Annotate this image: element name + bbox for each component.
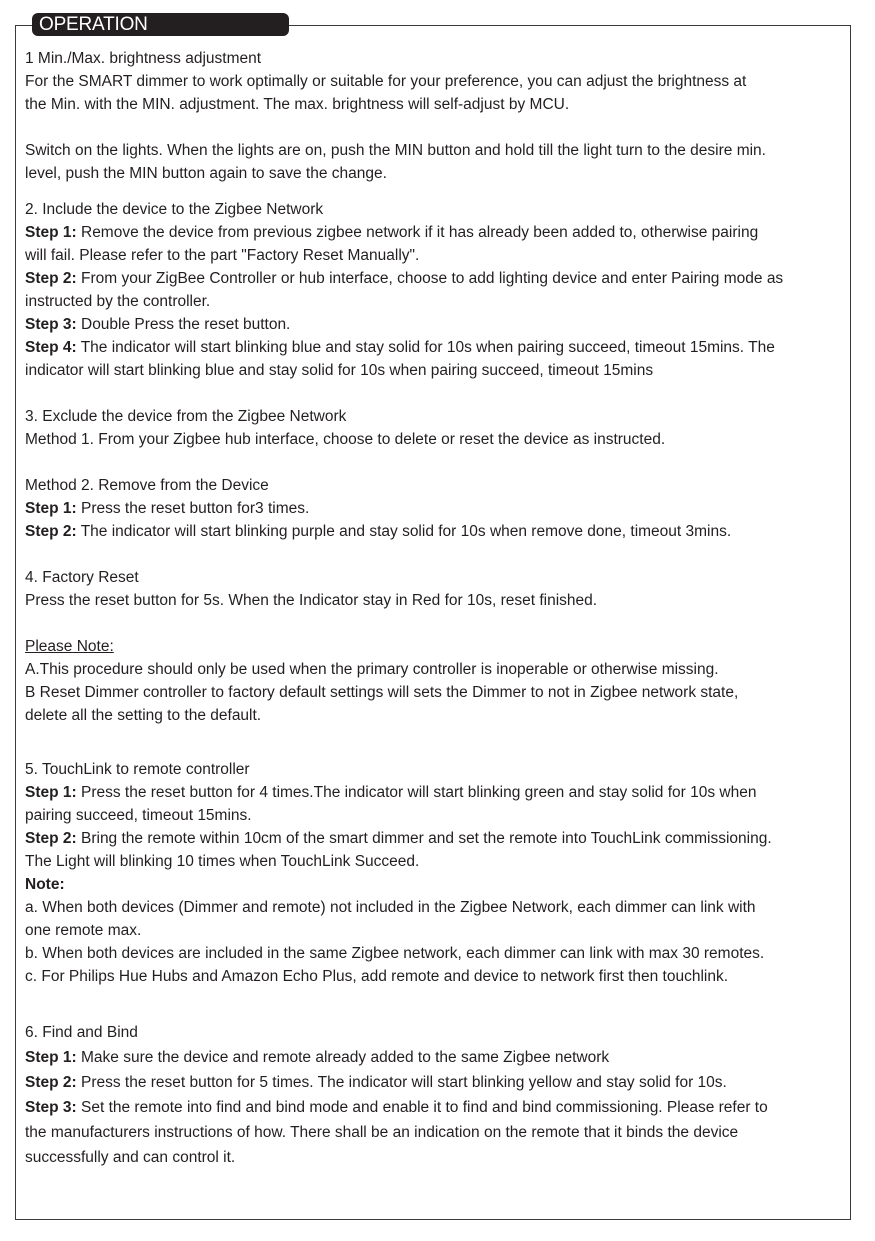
step-line <box>25 336 845 359</box>
section-brightness <box>25 47 845 185</box>
step-text: The indicator will start blinking purple and stay solid for 10s when remove done, timeout 3mins. <box>76 523 732 540</box>
step-line-continued: instructed by the controller. <box>25 293 211 310</box>
section-heading: 3. Exclude the device from the Zigbee Network <box>25 408 347 425</box>
step-line <box>25 267 845 290</box>
section-exclude <box>25 405 845 543</box>
note-line: A.This procedure should only be used when the primary controller is inoperable or otherwise missing. <box>25 661 719 678</box>
step-label: Step 3: <box>25 316 77 333</box>
step-text: Double Press the reset button. <box>76 316 291 333</box>
step-line <box>25 1095 845 1120</box>
step-label: Step 1: <box>25 784 77 801</box>
section-heading: 5. TouchLink to remote controller <box>25 761 250 778</box>
step-text: Press the reset button for3 times. <box>76 500 310 517</box>
step-line-continued: the manufacturers instructions of how. There shall be an indication on the remote that it binds the device <box>25 1124 739 1141</box>
step-text: Remove the device from previous zigbee network if it has already been added to, otherwise pairing <box>76 224 759 241</box>
step-line <box>25 1070 845 1095</box>
step-line <box>25 781 845 804</box>
step-line-continued: pairing succeed, timeout 15mins. <box>25 807 252 824</box>
paragraph-line: level, push the MIN button again to save the change. <box>25 165 387 182</box>
step-text: From your ZigBee Controller or hub interface, choose to add lighting device and enter Pairing mode as <box>76 270 784 287</box>
note-line: b. When both devices are included in the same Zigbee network, each dimmer can link with max 30 remotes. <box>25 945 765 962</box>
section-heading: 4. Factory Reset <box>25 569 139 586</box>
paragraph-line: Method 1. From your Zigbee hub interface, choose to delete or reset the device as instructed. <box>25 431 666 448</box>
step-line <box>25 520 845 543</box>
step-label: Step 2: <box>25 523 77 540</box>
note-line: delete all the setting to the default. <box>25 707 262 724</box>
step-line <box>25 497 845 520</box>
paragraph-line: Press the reset button for 5s. When the Indicator stay in Red for 10s, reset finished. <box>25 592 598 609</box>
note-line: one remote max. <box>25 922 142 939</box>
step-text: Bring the remote within 10cm of the smart dimmer and set the remote into TouchLink commissioning. <box>76 830 772 847</box>
step-line <box>25 1045 845 1070</box>
section-heading: 6. Find and Bind <box>25 1024 138 1041</box>
step-label: Step 3: <box>25 1099 77 1116</box>
section-heading: 2. Include the device to the Zigbee Network <box>25 201 324 218</box>
section-heading: 1 Min./Max. brightness adjustment <box>25 50 262 67</box>
section-title: OPERATION <box>39 14 148 35</box>
step-label: Step 1: <box>25 1049 77 1066</box>
step-label: Step 2: <box>25 1074 77 1091</box>
step-line <box>25 313 845 336</box>
section-include <box>25 198 845 382</box>
note-heading: Please Note: <box>25 638 114 655</box>
step-text: Press the reset button for 4 times.The indicator will start blinking green and stay solid for 10s when <box>76 784 757 801</box>
operation-content <box>25 47 845 1170</box>
step-line-continued: will fail. Please refer to the part "Factory Reset Manually". <box>25 247 420 264</box>
section-touchlink <box>25 758 845 988</box>
section-factory-reset <box>25 566 845 727</box>
step-text: Set the remote into find and bind mode and enable it to find and bind commissioning. Please refer to <box>76 1099 768 1116</box>
paragraph-line: Switch on the lights. When the lights are on, push the MIN button and hold till the light turn to the desire min. <box>25 142 766 159</box>
step-text: Press the reset button for 5 times. The indicator will start blinking yellow and stay solid for 10s. <box>76 1074 727 1091</box>
step-text: Make sure the device and remote already added to the same Zigbee network <box>76 1049 610 1066</box>
step-text: The indicator will start blinking blue and stay solid for 10s when pairing succeed, timeout 15mins. The <box>76 339 775 356</box>
step-line-continued: The Light will blinking 10 times when TouchLink Succeed. <box>25 853 420 870</box>
note-line: B Reset Dimmer controller to factory default settings will sets the Dimmer to not in Zigbee network state, <box>25 684 739 701</box>
step-line-continued: successfully and can control it. <box>25 1149 236 1166</box>
step-line <box>25 221 845 244</box>
paragraph-line: the Min. with the MIN. adjustment. The max. brightness will self-adjust by MCU. <box>25 96 570 113</box>
note-label: Note: <box>25 876 65 893</box>
step-label: Step 1: <box>25 500 77 517</box>
step-label: Step 2: <box>25 830 77 847</box>
section-tab <box>32 13 289 36</box>
paragraph-line: For the SMART dimmer to work optimally or suitable for your preference, you can adjust the brightness at <box>25 73 747 90</box>
note-line: c. For Philips Hue Hubs and Amazon Echo Plus, add remote and device to network first then touchlink. <box>25 968 729 985</box>
step-line-continued: indicator will start blinking blue and stay solid for 10s when pairing succeed, timeout 15mins <box>25 362 654 379</box>
step-line <box>25 827 845 850</box>
section-find-bind <box>25 1020 845 1170</box>
paragraph-line: Method 2. Remove from the Device <box>25 477 269 494</box>
note-line: a. When both devices (Dimmer and remote) not included in the Zigbee Network, each dimmer can link with <box>25 899 756 916</box>
step-label: Step 1: <box>25 224 77 241</box>
step-label: Step 2: <box>25 270 77 287</box>
step-label: Step 4: <box>25 339 77 356</box>
